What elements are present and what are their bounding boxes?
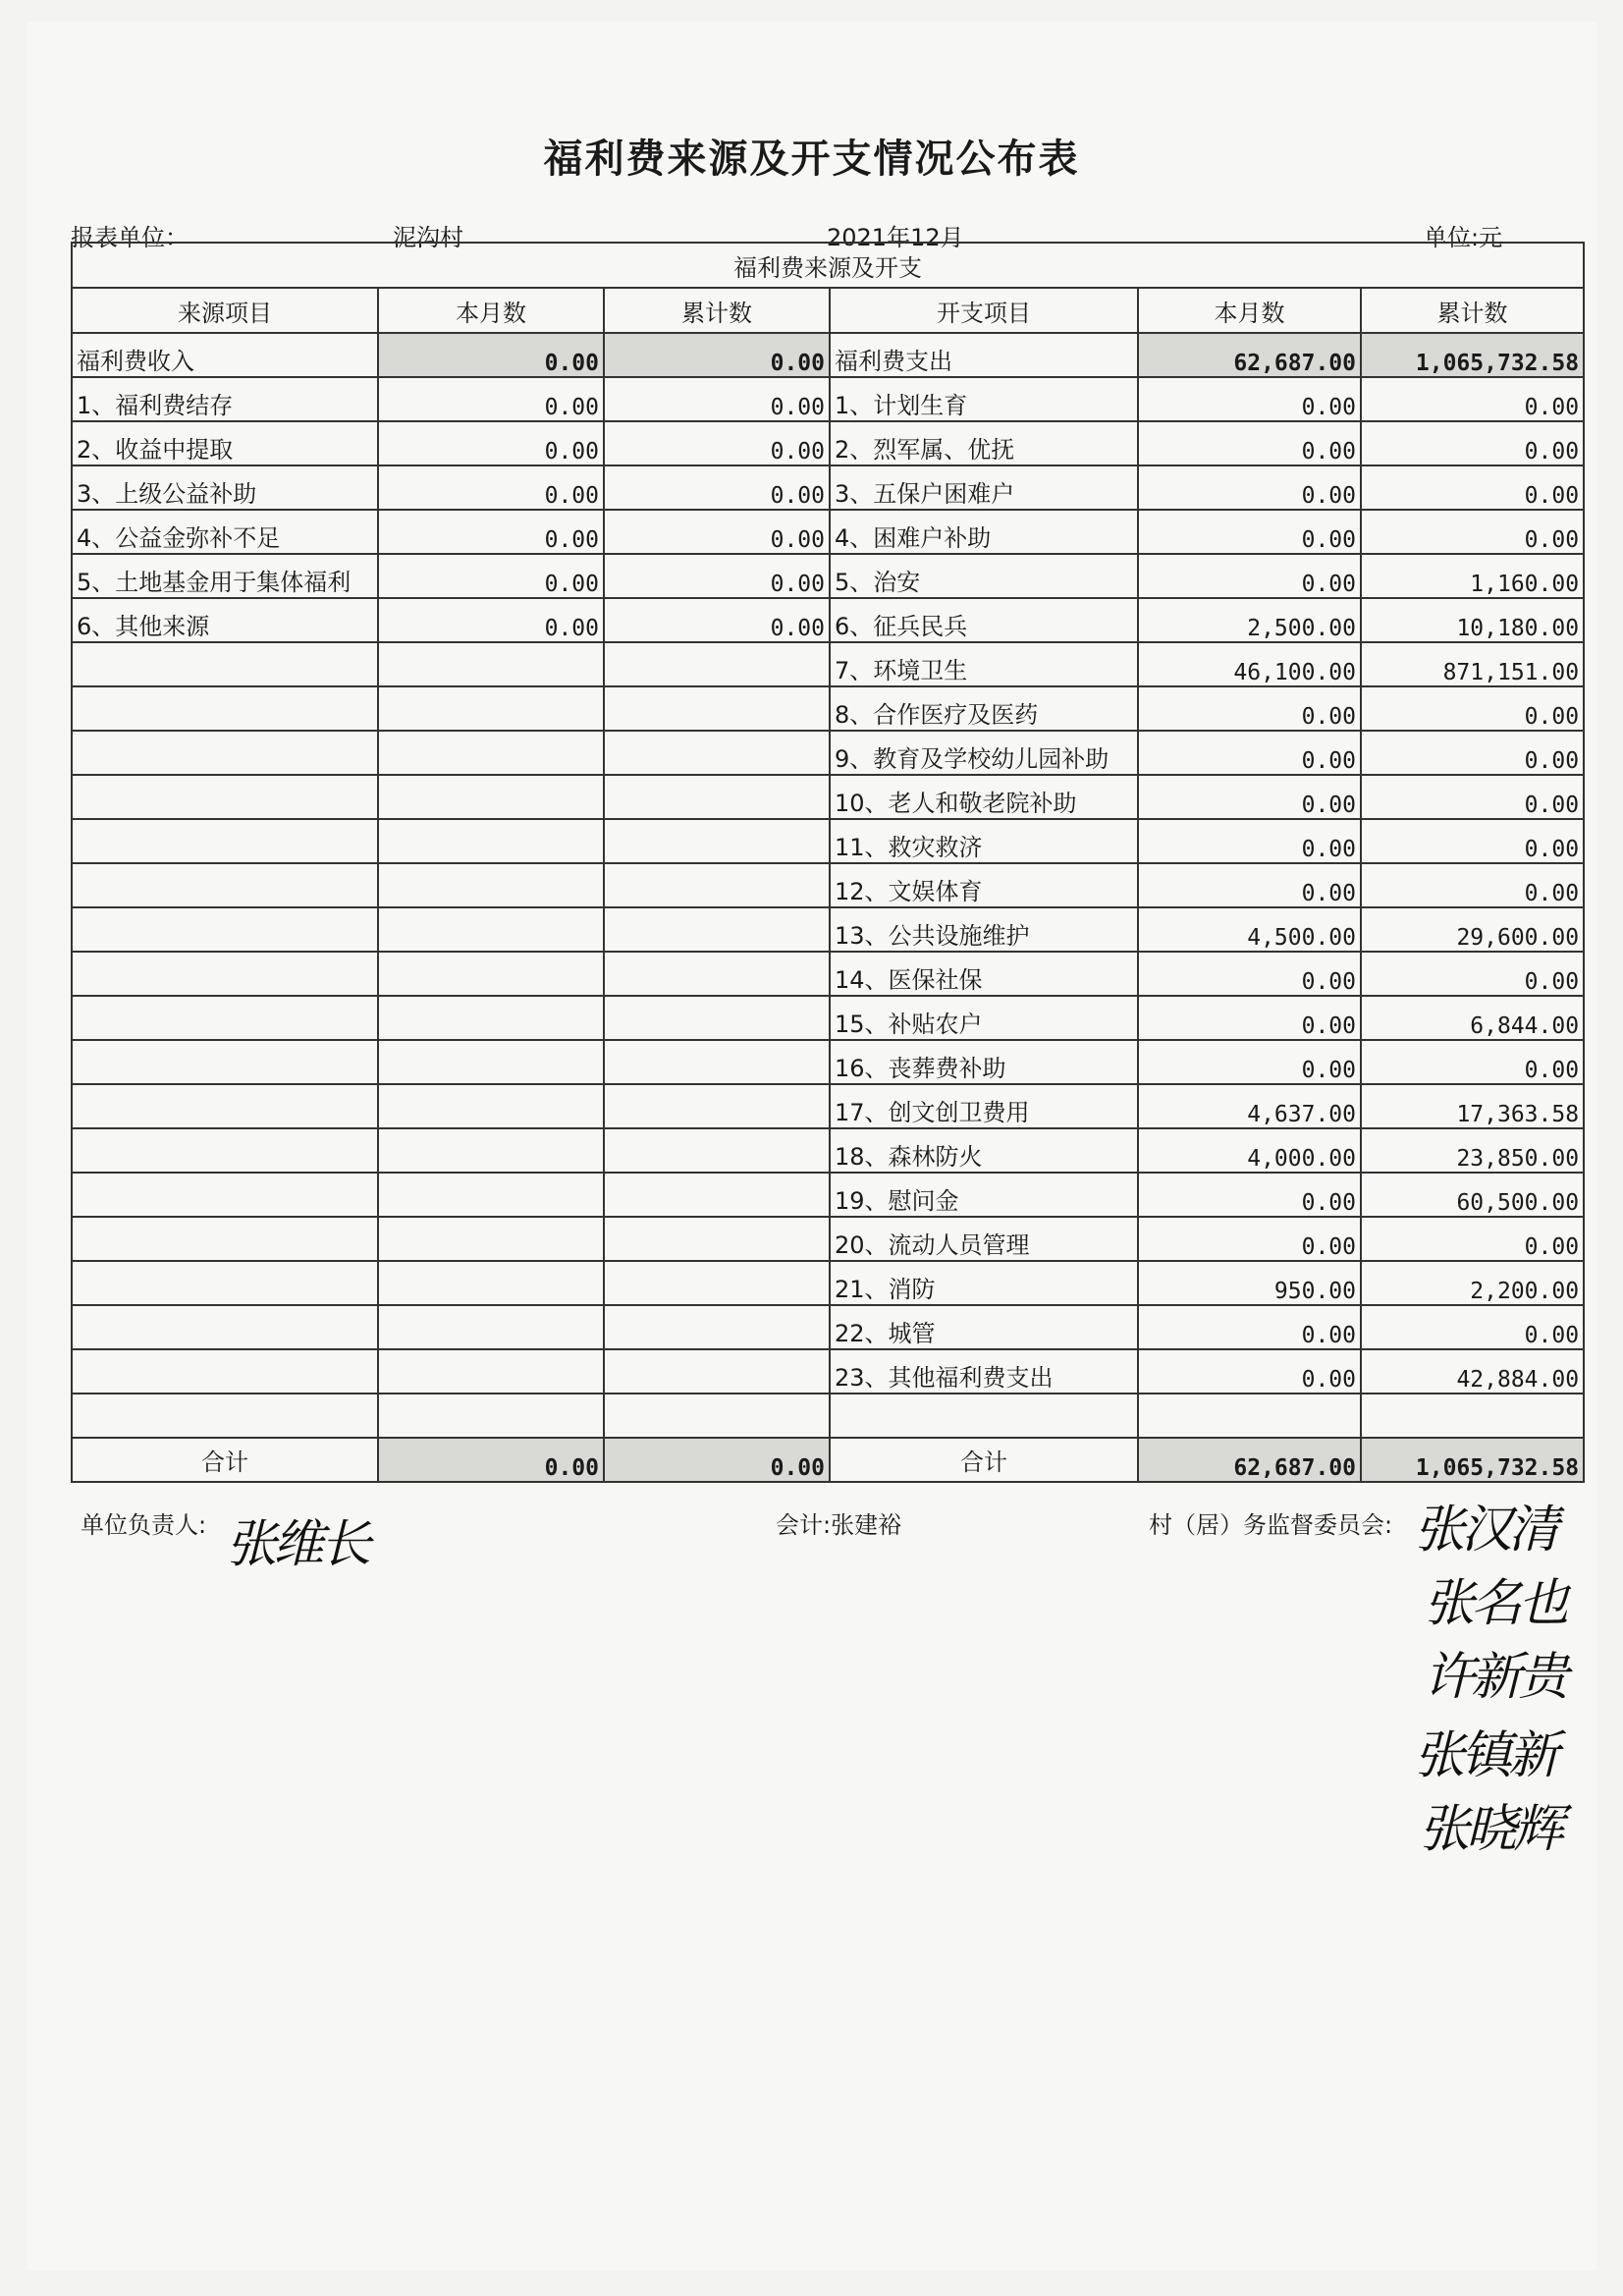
empty-cell <box>378 819 604 863</box>
expense-item-cumulative: 0.00 <box>1361 421 1584 465</box>
expense-item-cumulative: 871,151.00 <box>1361 642 1584 686</box>
income-total-month: 0.00 <box>378 333 604 377</box>
expense-item-month: 0.00 <box>1138 1217 1361 1261</box>
expense-item-month: 4,000.00 <box>1138 1128 1361 1173</box>
table-row <box>72 731 1584 775</box>
empty-cell <box>72 863 378 907</box>
expense-item-cumulative: 0.00 <box>1361 952 1584 996</box>
expense-item-label: 16、丧葬费补助 <box>830 1040 1138 1084</box>
expense-item-month: 0.00 <box>1138 510 1361 554</box>
empty-cell <box>604 1349 830 1394</box>
table-row <box>72 1261 1584 1305</box>
committee-signature-3: 许新贵 <box>1424 1648 1566 1707</box>
leader-label: 单位负责人: <box>81 1511 207 1539</box>
expense-item-month: 0.00 <box>1138 819 1361 863</box>
empty-cell <box>72 642 378 686</box>
expense-item-month: 0.00 <box>1138 421 1361 465</box>
empty-cell <box>378 1394 604 1438</box>
expense-item-month: 0.00 <box>1138 996 1361 1040</box>
expense-item-label: 23、其他福利费支出 <box>830 1349 1138 1394</box>
expense-item-month: 2,500.00 <box>1138 598 1361 642</box>
empty-cell <box>72 731 378 775</box>
expense-item-cumulative: 0.00 <box>1361 1217 1584 1261</box>
column-header: 本月数 <box>378 288 604 333</box>
empty-cell <box>378 1261 604 1305</box>
income-item-label: 5、土地基金用于集体福利 <box>72 554 378 598</box>
empty-cell <box>378 1305 604 1349</box>
expense-item-cumulative: 60,500.00 <box>1361 1173 1584 1217</box>
expense-item-month: 46,100.00 <box>1138 642 1361 686</box>
income-item-label: 2、收益中提取 <box>72 421 378 465</box>
empty-cell <box>604 1261 830 1305</box>
income-item-month: 0.00 <box>378 377 604 421</box>
empty-cell <box>378 1128 604 1173</box>
table-row <box>72 510 1584 554</box>
report-unit-label: 报表单位： <box>71 224 189 251</box>
income-item-cumulative: 0.00 <box>604 598 830 642</box>
expense-item-label: 22、城管 <box>830 1305 1138 1349</box>
ledger-table <box>71 242 1585 1483</box>
expense-item-label: 12、文娱体育 <box>830 863 1138 907</box>
expense-sum-label: 合计 <box>830 1438 1138 1482</box>
expense-item-month: 950.00 <box>1138 1261 1361 1305</box>
expense-item-month: 0.00 <box>1138 731 1361 775</box>
empty-cell <box>72 775 378 819</box>
empty-cell <box>72 819 378 863</box>
table-row <box>72 377 1584 421</box>
empty-cell <box>604 907 830 952</box>
expense-item-label: 13、公共设施维护 <box>830 907 1138 952</box>
expense-item-cumulative: 0.00 <box>1361 510 1584 554</box>
expense-item-cumulative: 1,160.00 <box>1361 554 1584 598</box>
expense-item-label: 8、合作医疗及医药 <box>830 686 1138 731</box>
empty-cell <box>830 1394 1138 1438</box>
empty-cell <box>72 1394 378 1438</box>
table-row <box>72 863 1584 907</box>
expense-item-label: 11、救灾救济 <box>830 819 1138 863</box>
empty-cell <box>604 775 830 819</box>
income-sum-month: 0.00 <box>378 1438 604 1482</box>
table-row <box>72 642 1584 686</box>
empty-cell <box>72 1173 378 1217</box>
expense-total-month: 62,687.00 <box>1138 333 1361 377</box>
committee-label: 村（居）务监督委员会: <box>1149 1511 1393 1539</box>
expense-item-label: 4、困难户补助 <box>830 510 1138 554</box>
expense-item-cumulative: 0.00 <box>1361 775 1584 819</box>
expense-item-cumulative: 0.00 <box>1361 377 1584 421</box>
expense-item-cumulative: 0.00 <box>1361 1040 1584 1084</box>
table-row <box>72 421 1584 465</box>
page-title: 福利费来源及开支情况公布表 <box>543 137 1080 182</box>
expense-item-cumulative: 0.00 <box>1361 1305 1584 1349</box>
income-total-label: 福利费收入 <box>72 333 378 377</box>
income-item-month: 0.00 <box>378 598 604 642</box>
empty-cell <box>72 1305 378 1349</box>
table-row <box>72 1173 1584 1217</box>
expense-item-cumulative: 42,884.00 <box>1361 1349 1584 1394</box>
table-row <box>72 1349 1584 1394</box>
empty-cell <box>378 996 604 1040</box>
empty-cell <box>604 952 830 996</box>
income-item-cumulative: 0.00 <box>604 421 830 465</box>
empty-cell <box>378 907 604 952</box>
empty-cell <box>604 1128 830 1173</box>
expense-item-cumulative: 0.00 <box>1361 465 1584 510</box>
empty-cell <box>72 1217 378 1261</box>
expense-item-label: 15、补贴农户 <box>830 996 1138 1040</box>
empty-cell <box>604 731 830 775</box>
empty-cell <box>604 996 830 1040</box>
expense-item-cumulative: 0.00 <box>1361 731 1584 775</box>
accountant-label <box>776 1505 901 1540</box>
expense-item-month: 0.00 <box>1138 863 1361 907</box>
expense-item-month: 0.00 <box>1138 1173 1361 1217</box>
expense-item-cumulative: 0.00 <box>1361 819 1584 863</box>
empty-cell <box>72 907 378 952</box>
expense-item-month: 0.00 <box>1138 686 1361 731</box>
expense-item-label: 3、五保户困难户 <box>830 465 1138 510</box>
table-row <box>72 1217 1584 1261</box>
table-row <box>72 554 1584 598</box>
table-row <box>72 598 1584 642</box>
empty-cell <box>604 1173 830 1217</box>
committee-signature-2: 张名也 <box>1424 1574 1566 1633</box>
table-row <box>72 819 1584 863</box>
table-row <box>72 333 1584 377</box>
empty-cell <box>72 996 378 1040</box>
committee-signature-5: 张晓辉 <box>1419 1800 1561 1859</box>
table-row <box>72 907 1584 952</box>
empty-cell <box>604 1217 830 1261</box>
expense-item-label: 10、老人和敬老院补助 <box>830 775 1138 819</box>
table-row <box>72 775 1584 819</box>
committee-signature-4: 张镇新 <box>1414 1726 1556 1785</box>
income-item-month: 0.00 <box>378 510 604 554</box>
empty-cell <box>604 1040 830 1084</box>
expense-item-label: 17、创文创卫费用 <box>830 1084 1138 1128</box>
empty-cell <box>604 642 830 686</box>
column-header: 本月数 <box>1138 288 1361 333</box>
expense-item-label: 9、教育及学校幼儿园补助 <box>830 731 1138 775</box>
income-sum-label: 合计 <box>72 1438 378 1482</box>
report-date: 2021年12月 <box>827 224 964 251</box>
expense-item-month: 0.00 <box>1138 1040 1361 1084</box>
income-item-label: 4、公益金弥补不足 <box>72 510 378 554</box>
committee-signature-1: 张汉清 <box>1414 1501 1556 1559</box>
leader-signature: 张维长 <box>226 1515 368 1574</box>
table-row <box>72 1084 1584 1128</box>
expense-item-cumulative: 0.00 <box>1361 686 1584 731</box>
income-item-cumulative: 0.00 <box>604 510 830 554</box>
column-header: 累计数 <box>604 288 830 333</box>
income-item-label: 1、福利费结存 <box>72 377 378 421</box>
table-row <box>72 1438 1584 1482</box>
expense-item-cumulative: 17,363.58 <box>1361 1084 1584 1128</box>
expense-item-label: 14、医保社保 <box>830 952 1138 996</box>
expense-item-cumulative: 10,180.00 <box>1361 598 1584 642</box>
table-row <box>72 1394 1584 1438</box>
empty-cell <box>72 1084 378 1128</box>
empty-cell <box>604 686 830 731</box>
empty-cell <box>378 863 604 907</box>
income-total-cumulative: 0.00 <box>604 333 830 377</box>
income-item-month: 0.00 <box>378 465 604 510</box>
empty-cell <box>378 686 604 731</box>
section-title: 福利费来源及开支 <box>72 243 1584 288</box>
empty-cell <box>604 1305 830 1349</box>
empty-cell <box>72 1261 378 1305</box>
expense-item-month: 0.00 <box>1138 377 1361 421</box>
expense-item-label: 19、慰问金 <box>830 1173 1138 1217</box>
column-header: 开支项目 <box>830 288 1138 333</box>
expense-item-cumulative: 23,850.00 <box>1361 1128 1584 1173</box>
empty-cell <box>604 819 830 863</box>
expense-item-label: 7、环境卫生 <box>830 642 1138 686</box>
expense-total-label: 福利费支出 <box>830 333 1138 377</box>
table-row <box>72 952 1584 996</box>
report-unit-name: 泥沟村 <box>393 224 463 251</box>
income-item-cumulative: 0.00 <box>604 377 830 421</box>
income-item-cumulative: 0.00 <box>604 554 830 598</box>
expense-item-label: 21、消防 <box>830 1261 1138 1305</box>
expense-item-month: 4,500.00 <box>1138 907 1361 952</box>
expense-item-month: 0.00 <box>1138 775 1361 819</box>
empty-cell <box>378 1173 604 1217</box>
table-row <box>72 1305 1584 1349</box>
table-row <box>72 1128 1584 1173</box>
income-item-month: 0.00 <box>378 421 604 465</box>
expense-total-cumulative: 1,065,732.58 <box>1361 333 1584 377</box>
empty-cell <box>1138 1394 1361 1438</box>
expense-item-month: 0.00 <box>1138 554 1361 598</box>
column-header: 累计数 <box>1361 288 1584 333</box>
empty-cell <box>378 1349 604 1394</box>
accountant-label-text: 会计: <box>776 1511 832 1539</box>
income-item-cumulative: 0.00 <box>604 465 830 510</box>
empty-cell <box>72 1349 378 1394</box>
empty-cell <box>604 1084 830 1128</box>
empty-cell <box>378 952 604 996</box>
empty-cell <box>1361 1394 1584 1438</box>
income-item-label: 6、其他来源 <box>72 598 378 642</box>
column-header: 来源项目 <box>72 288 378 333</box>
expense-item-cumulative: 6,844.00 <box>1361 996 1584 1040</box>
empty-cell <box>72 686 378 731</box>
table-row <box>72 686 1584 731</box>
expense-item-month: 0.00 <box>1138 1305 1361 1349</box>
expense-item-label: 1、计划生育 <box>830 377 1138 421</box>
expense-item-cumulative: 0.00 <box>1361 863 1584 907</box>
accountant-name: 张建裕 <box>831 1511 902 1539</box>
empty-cell <box>604 1394 830 1438</box>
table-row <box>72 1040 1584 1084</box>
expense-item-cumulative: 29,600.00 <box>1361 907 1584 952</box>
expense-item-month: 0.00 <box>1138 465 1361 510</box>
income-item-label: 3、上级公益补助 <box>72 465 378 510</box>
expense-item-month: 0.00 <box>1138 952 1361 996</box>
expense-item-month: 0.00 <box>1138 1349 1361 1394</box>
empty-cell <box>378 775 604 819</box>
expense-item-label: 20、流动人员管理 <box>830 1217 1138 1261</box>
empty-cell <box>378 1217 604 1261</box>
income-item-month: 0.00 <box>378 554 604 598</box>
table-row <box>72 996 1584 1040</box>
expense-item-label: 18、森林防火 <box>830 1128 1138 1173</box>
empty-cell <box>378 1040 604 1084</box>
empty-cell <box>378 1084 604 1128</box>
expense-item-label: 6、征兵民兵 <box>830 598 1138 642</box>
empty-cell <box>604 863 830 907</box>
empty-cell <box>378 731 604 775</box>
expense-sum-cumulative: 1,065,732.58 <box>1361 1438 1584 1482</box>
income-sum-cumulative: 0.00 <box>604 1438 830 1482</box>
empty-cell <box>72 952 378 996</box>
currency-unit: 单位:元 <box>1424 224 1503 251</box>
empty-cell <box>378 642 604 686</box>
expense-item-cumulative: 2,200.00 <box>1361 1261 1584 1305</box>
empty-cell <box>72 1040 378 1084</box>
table-row <box>72 465 1584 510</box>
empty-cell <box>72 1128 378 1173</box>
expense-item-month: 4,637.00 <box>1138 1084 1361 1128</box>
expense-item-label: 5、治安 <box>830 554 1138 598</box>
expense-item-label: 2、烈军属、优抚 <box>830 421 1138 465</box>
expense-sum-month: 62,687.00 <box>1138 1438 1361 1482</box>
